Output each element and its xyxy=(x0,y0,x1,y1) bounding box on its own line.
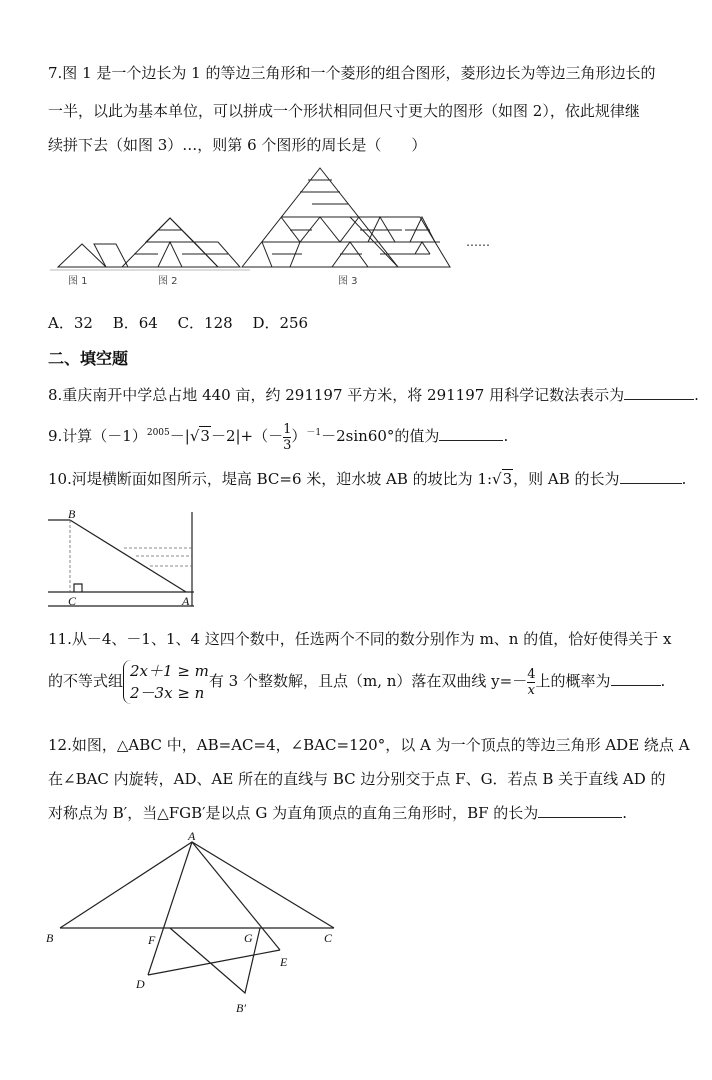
q9-minus-abs: －| xyxy=(169,427,190,445)
q7-line2: 一半，以此为基本单位，可以拼成一个形状相同但尺寸更大的图形（如图 2），依此规律继 xyxy=(48,102,640,120)
q7-line3: 续拼下去（如图 3）…，则第 6 个图形的周长是（ ） xyxy=(48,136,427,154)
q11-tail: 上的概率为 xyxy=(535,672,611,690)
q10-label-a: A xyxy=(182,594,190,608)
q12-line3: 对称点为 B′，当△FGB′是以点 G 为直角顶点的直角三角形时，BF 的长为 xyxy=(48,804,539,822)
q9-exp2: －1 xyxy=(306,428,322,438)
q8-line xyxy=(48,384,699,405)
q12-label-f: F xyxy=(148,933,156,947)
q7-line1: 7.图 1 是一个边长为 1 的等边三角形和一个菱形的组合图形，菱形边长为等边三角形边长的 xyxy=(48,64,656,82)
fig2-shape xyxy=(122,218,240,267)
q12-line2: 在∠BAC 内旋转，AD、AE 所在的直线与 BC 边分别交于点 F、G．若点 B 关于直线 AD 的 xyxy=(48,770,666,788)
q9-frac-num: 1 xyxy=(283,421,292,437)
q11-ineq1: 2x＋1 ≥ m xyxy=(130,662,209,680)
q12-label-e: E xyxy=(280,955,288,969)
q7-options: A．32 B．64 C．128 D．256 xyxy=(48,314,309,332)
q10-sqrt-arg: 3 xyxy=(502,470,513,488)
q11-end: . xyxy=(660,672,666,690)
q12-label-d: D xyxy=(136,977,145,991)
q11-line1: 11.从－4、－1、1、4 这四个数中，任选两个不同的数分别作为 m、n 的值，恰好使得关于 x xyxy=(48,630,672,648)
fig1-caption: 图 1 xyxy=(68,276,88,287)
q9-sqrt-icon: √ xyxy=(189,427,200,445)
q7-figures xyxy=(50,162,500,292)
q11-frac-den: x xyxy=(527,682,536,698)
q12-label-c: C xyxy=(324,931,333,945)
q12-diagram xyxy=(40,830,350,1020)
q10-blank xyxy=(620,483,682,484)
q10-label-c: C xyxy=(68,594,77,608)
q12-label-g: G xyxy=(244,931,253,945)
q11-frac-num: 4 xyxy=(527,666,536,682)
q9-line xyxy=(48,418,508,453)
fig3-shape xyxy=(242,168,450,267)
q9-end: . xyxy=(503,427,509,445)
q9-prefix: 9.计算（－1） xyxy=(48,427,147,445)
q11-blank xyxy=(611,685,661,686)
q9-exp: 2005 xyxy=(146,428,170,438)
q11-prefix: 的不等式组 xyxy=(48,672,124,690)
fig1-shape xyxy=(58,244,128,267)
q12-label-bp: B′ xyxy=(236,1001,246,1015)
q10-end: . xyxy=(681,470,687,488)
q9-tail: －2sin60°的值为 xyxy=(321,427,440,445)
q11-mid: 有 3 个整数解，且点（m, n）落在双曲线 y=－ xyxy=(208,672,528,690)
q8-text: 8.重庆南开中学总占地 440 亩，约 291197 平方米，将 291197 用科学记数法表示为 xyxy=(48,386,625,404)
side-de xyxy=(148,950,280,975)
q8-end: . xyxy=(694,386,699,404)
q10-line xyxy=(48,468,686,489)
right-angle-mark xyxy=(74,584,82,592)
q9-after-sqrt: －2|+（－ xyxy=(210,427,284,445)
triangle-abc-sides xyxy=(60,842,334,928)
fig2-caption: 图 2 xyxy=(158,276,178,287)
fig-ellipsis: …… xyxy=(466,235,490,249)
q10-diagram xyxy=(46,508,198,612)
line-ad xyxy=(148,842,192,975)
q10-text2: ，则 AB 的长为 xyxy=(513,470,620,488)
line-ae xyxy=(192,842,280,950)
q12-label-a: A xyxy=(188,830,196,843)
q10-text: 10.河堤横断面如图所示，堤高 BC=6 米，迎水坡 AB 的坡比为 1: xyxy=(48,470,493,488)
q12-label-b: B xyxy=(46,931,54,945)
q12-line1: 12.如图，△ABC 中，AB=AC=4，∠BAC=120°，以 A 为一个顶点的等边三角形 ADE 绕点 A xyxy=(48,736,690,754)
q12-end: . xyxy=(622,804,628,822)
q9-blank xyxy=(439,440,503,441)
q11-ineq2: 2－3x ≥ n xyxy=(130,684,205,702)
q11-system xyxy=(123,660,209,704)
q9-frac-den: 3 xyxy=(283,437,292,453)
q9-sqrt-arg: 3 xyxy=(200,427,210,445)
q12-blank xyxy=(538,817,622,818)
q9-close: ） xyxy=(291,427,307,445)
section-heading: 二、填空题 xyxy=(48,349,129,368)
q11-line2 xyxy=(48,660,665,704)
q10-sqrt-icon: √ xyxy=(492,470,502,488)
q10-label-b: B xyxy=(68,508,76,521)
fig3-caption: 图 3 xyxy=(338,276,358,287)
q12-line3-wrap xyxy=(48,802,627,823)
q8-blank xyxy=(624,399,694,400)
